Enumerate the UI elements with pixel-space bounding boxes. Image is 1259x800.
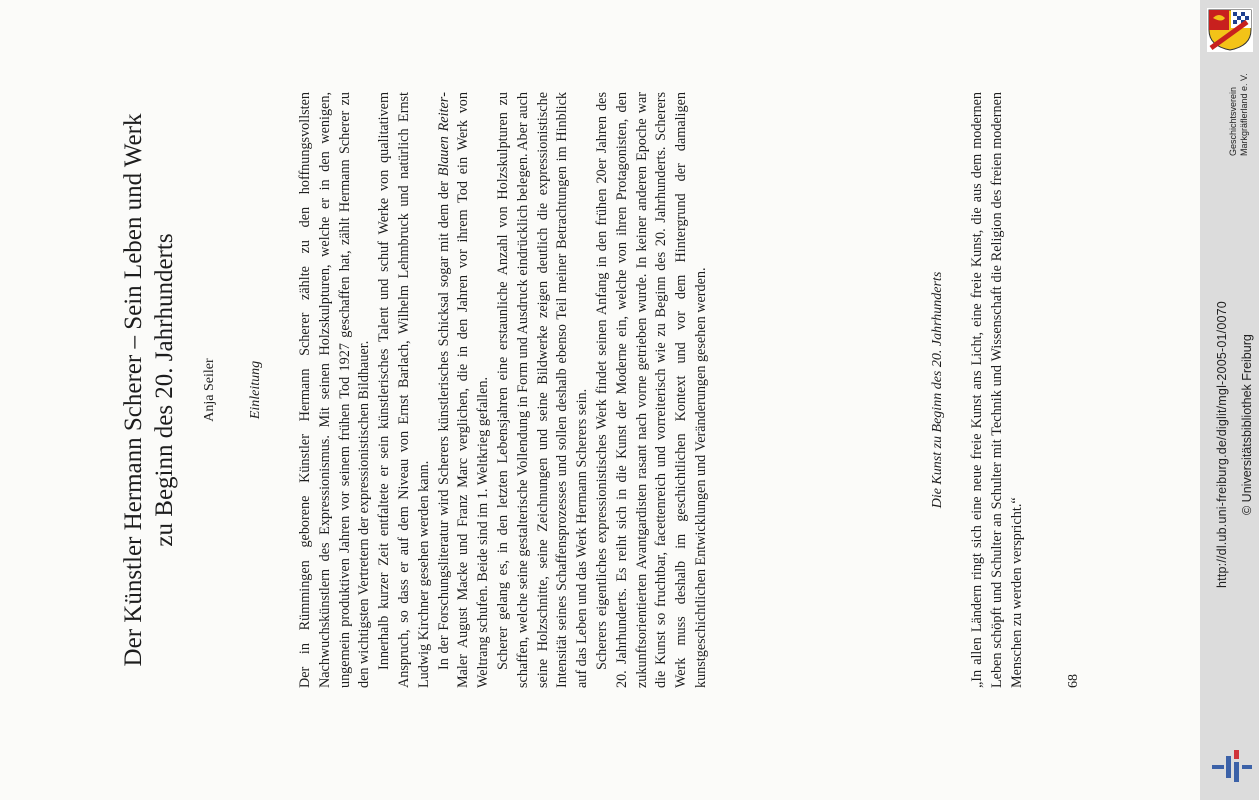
document-title [118, 80, 180, 700]
section-heading-art: Die Kunst zu Beginn des 20. Jahrhunderts [930, 271, 945, 509]
italic-term: Blauen Reiter [435, 96, 452, 177]
society-name-line-2: Markgräflerland e. V. [1239, 73, 1249, 156]
section-heading-introduction: Einleitung [248, 360, 263, 420]
paragraph-text: -Maler August Macke und Franz Marc verglichen, die in den Jahren vor ihrem Tod ein Werk von Weltrang schufen. Beide sind im 1. Weltkrieg gefallen. [435, 92, 492, 688]
page-number: 68 [1066, 674, 1081, 688]
paragraph: Innerhalb kurzer Zeit entfaltete er sein künstlerisches Talent und schuf Werke von qualitativem Anspruch, so dass er auf dem Niveau von Ernst Barlach, Wilhelm Lehmbruck und natürlich Ernst Ludwig Kirchner gesehen werden kann. [376, 92, 432, 688]
title-line-1: Der Künstler Hermann Scherer – Sein Leben und Werk [120, 113, 147, 667]
paragraph: Der in Rümmingen geborene Künstler Hermann Scherer zählte zu den hoffnungsvollsten Nachwuchskünstlern des Expressionismus. Mit seinen Holzskulpturen, welche er in den wenigen, ungemein produktiven Jahren vor seinem frühen Tod 1927 geschaffen hat, zählt Hermann Scherer zu den wichtigsten Vertretern der expressionistischen Bildhauer. [297, 92, 373, 688]
paragraph-text: In der Forschungsliteratur wird Scherers künstlerisches Schicksal sogar mit dem der [435, 176, 452, 670]
author-name: Anja Seiler [202, 358, 217, 422]
university-library-logo-icon [1210, 748, 1254, 784]
body-text [296, 92, 712, 688]
society-name-line-1: Geschichtsverein [1228, 86, 1238, 156]
paragraph: Scherer gelang es, in den letzten Lebensjahren eine erstaunliche Anzahl von Holzskulpturen zu schaffen, welche seine gestalterische Vollendung in Form und Ausdruck eindrücklich belegen. Aber auch seine Holzschnitte, seine Zeichnungen und seine Bildwerke zeigen deutlich die expressionistische Intensität seines Schaffensprozesses und sollen deshalb ebenso Teil meiner Betrachtungen im Hinblick auf das Leben und das Werk Hermann Scherers sein. [494, 92, 591, 688]
paragraph: Scherers eigentliches expressionistisches Werk findet seinen Anfang in den frühen 20er Jahren des 20. Jahrhunderts. Es reiht sich in die Kunst der Moderne ein, welche von ihren Protagonisten, den zukunftsorientierten Avantgardisten rasant nach vorne getrieben wurde. In keiner anderen Epoche war die Kunst so fruchtbar, facettenreich und vorreiterisch wie zu Beginn des 20. Jahrhunderts. Scherers Werk muss deshalb im geschichtlichen Kontext und vor dem Hintergrund der damaligen kunstgeschichtlichen Entwicklungen und Veränderungen gesehen werden. [593, 92, 709, 688]
paragraph [435, 92, 494, 688]
permalink-url[interactable]: http://dl.ub.uni-freiburg.de/diglit/mgl-2005-01/0070 [1215, 301, 1229, 588]
quote-text: „In allen Ländern ringt sich eine neue freie Kunst ans Licht, eine freie Kunst, die aus dem modernen Leben schöpft und Schulter an Schulter mit Technik und Wissenschaft die Religion des freien modernen Menschen zu werden verspricht.“ [969, 92, 1025, 688]
title-line-2: zu Beginn des 20. Jahrhunderts [151, 233, 178, 547]
society-crest-icon [1207, 8, 1253, 52]
copyright-notice: © Universitätsbibliothek Freiburg [1240, 334, 1254, 515]
